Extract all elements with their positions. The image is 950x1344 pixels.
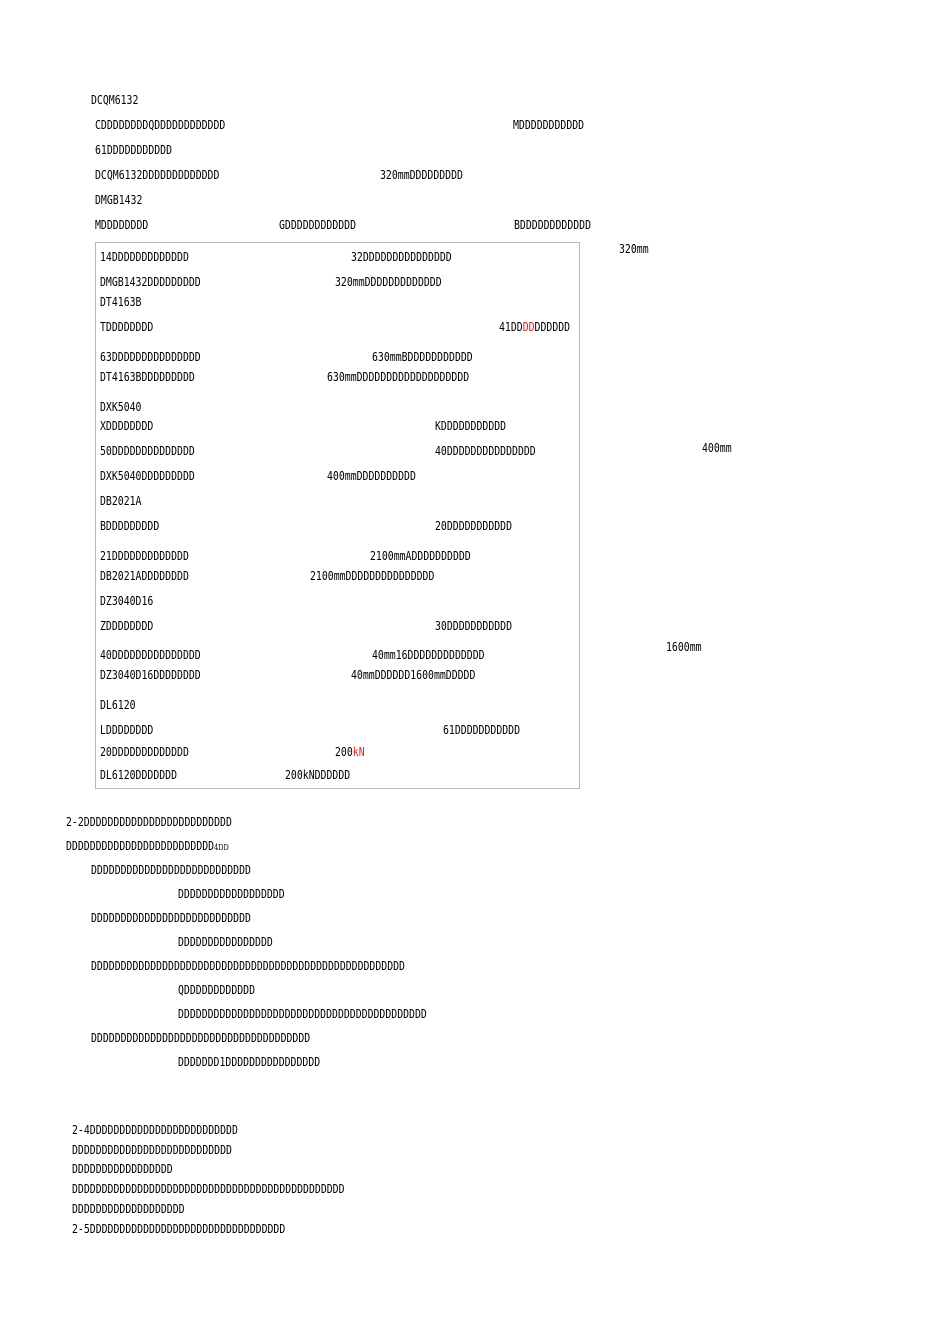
box-r21-right-red: kN (352, 745, 365, 759)
box-r1-left: 14DDDDDDDDDDDDD (100, 250, 189, 264)
margin-note-3: 1600mm (666, 640, 702, 654)
box-r7: DXK5040 (100, 400, 142, 414)
box-r14-right: 2100mmDDDDDDDDDDDDDDD (310, 569, 435, 583)
box-r15: DZ3040D16 (100, 594, 154, 608)
section2-item3: DDDDDDDDDDDDDDDDDDDDDDDDDDDDDDDDDDDDDDDDDDDDDDDDDDDDD (91, 959, 405, 973)
box-r8-left: XDDDDDDDD (100, 419, 154, 433)
section2-line1 (66, 839, 229, 855)
box-r20-right: 61DDDDDDDDDDD (443, 723, 521, 737)
box-r13-left: 21DDDDDDDDDDDDD (100, 549, 189, 563)
section2-item1: DDDDDDDDDDDDDDDDDDDDDDDDDDD (91, 863, 251, 877)
header-line3-mid: 320mmDDDDDDDDD (380, 168, 463, 182)
box-r18-right: 40mmDDDDDD1600mmDDDDD (351, 668, 476, 682)
section2-item1-sub: DDDDDDDDDDDDDDDDDD (178, 887, 285, 901)
box-r12-left: BDDDDDDDDD (100, 519, 160, 533)
box-r4-right (499, 320, 570, 334)
box-r1-right: 32DDDDDDDDDDDDDDD (351, 250, 452, 264)
section2-item3-sub1: QDDDDDDDDDDDD (178, 983, 256, 997)
section2-line1-small: 4DD (214, 843, 229, 852)
box-r8-right: KDDDDDDDDDDD (435, 419, 507, 433)
box-r6-right: 630mmDDDDDDDDDDDDDDDDDDD (327, 370, 470, 384)
box-r3: DT4163B (100, 295, 142, 309)
header-line1-right: MDDDDDDDDDDD (513, 118, 585, 132)
box-r21-left: 20DDDDDDDDDDDDD (100, 745, 189, 759)
box-r12-right: 20DDDDDDDDDDD (435, 519, 513, 533)
section2-item2: DDDDDDDDDDDDDDDDDDDDDDDDDDD (91, 911, 251, 925)
margin-note-2: 400mm (702, 441, 732, 455)
box-r9-left: 50DDDDDDDDDDDDDD (100, 444, 195, 458)
header-line1-left: CDDDDDDDDQDDDDDDDDDDDD (95, 118, 226, 132)
box-r22-left: DL6120DDDDDDD (100, 768, 178, 782)
header-line2: 61DDDDDDDDDDD (95, 143, 173, 157)
section2-line1-text: DDDDDDDDDDDDDDDDDDDDDDDDD (66, 839, 215, 853)
section3-line3: DDDDDDDDDDDDDDDDD (72, 1162, 173, 1176)
section3-line5: DDDDDDDDDDDDDDDDDDD (72, 1202, 185, 1216)
box-r22-right: 200kNDDDDDD (285, 768, 351, 782)
header-line5-mid: GDDDDDDDDDDDD (279, 218, 357, 232)
section3-line4: DDDDDDDDDDDDDDDDDDDDDDDDDDDDDDDDDDDDDDDDDDDDDD (72, 1182, 345, 1196)
box-r20-left: LDDDDDDDD (100, 723, 154, 737)
section2-title: 2-2DDDDDDDDDDDDDDDDDDDDDDDDD (66, 815, 232, 829)
box-r4-left: TDDDDDDDD (100, 320, 154, 334)
section2-item4: DDDDDDDDDDDDDDDDDDDDDDDDDDDDDDDDDDDDD (91, 1031, 311, 1045)
header-model: DCQM6132 (91, 93, 139, 107)
box-r16-right: 30DDDDDDDDDDD (435, 619, 513, 633)
box-r10-right: 400mmDDDDDDDDDD (327, 469, 416, 483)
box-r18-left: DZ3040D16DDDDDDDD (100, 668, 201, 682)
box-r4-right-red: DD (522, 320, 535, 334)
box-r2-right: 320mmDDDDDDDDDDDDD (335, 275, 442, 289)
box-r9-right: 40DDDDDDDDDDDDDDD (435, 444, 536, 458)
section3-line1: 2-4DDDDDDDDDDDDDDDDDDDDDDDDD (72, 1123, 238, 1137)
header-line4: DMGB1432 (95, 193, 143, 207)
header-line5-left: MDDDDDDDD (95, 218, 149, 232)
box-r13-right: 2100mmADDDDDDDDDD (370, 549, 471, 563)
section2-item3-sub2: DDDDDDDDDDDDDDDDDDDDDDDDDDDDDDDDDDDDDDDDDD (178, 1007, 427, 1021)
box-r21-right (335, 745, 365, 759)
box-r4-right-a: 41DD (499, 320, 523, 334)
section3-line6: 2-5DDDDDDDDDDDDDDDDDDDDDDDDDDDDDDDDD (72, 1222, 286, 1236)
box-r6-left: DT4163BDDDDDDDDD (100, 370, 195, 384)
box-r19: DL6120 (100, 698, 136, 712)
box-r17-right: 40mm16DDDDDDDDDDDDD (372, 648, 485, 662)
section2-item2-sub: DDDDDDDDDDDDDDDD (178, 935, 273, 949)
box-r2-left: DMGB1432DDDDDDDDD (100, 275, 201, 289)
box-r21-right-a: 200 (335, 745, 353, 759)
section3-line2: DDDDDDDDDDDDDDDDDDDDDDDDDDD (72, 1143, 232, 1157)
section2-item4-sub: DDDDDDD1DDDDDDDDDDDDDDDD (178, 1055, 321, 1069)
box-r16-left: ZDDDDDDDD (100, 619, 154, 633)
box-r4-right-b: DDDDDD (534, 320, 571, 334)
box-r5-right: 630mmBDDDDDDDDDDD (372, 350, 473, 364)
box-r10-left: DXK5040DDDDDDDDD (100, 469, 195, 483)
header-line3-left: DCQM6132DDDDDDDDDDDDD (95, 168, 220, 182)
box-r17-left: 40DDDDDDDDDDDDDDD (100, 648, 201, 662)
box-r14-left: DB2021ADDDDDDDD (100, 569, 189, 583)
margin-note-1: 320mm (619, 242, 649, 256)
box-r5-left: 63DDDDDDDDDDDDDDD (100, 350, 201, 364)
header-line5-right: BDDDDDDDDDDDD (514, 218, 592, 232)
box-r11: DB2021A (100, 494, 142, 508)
